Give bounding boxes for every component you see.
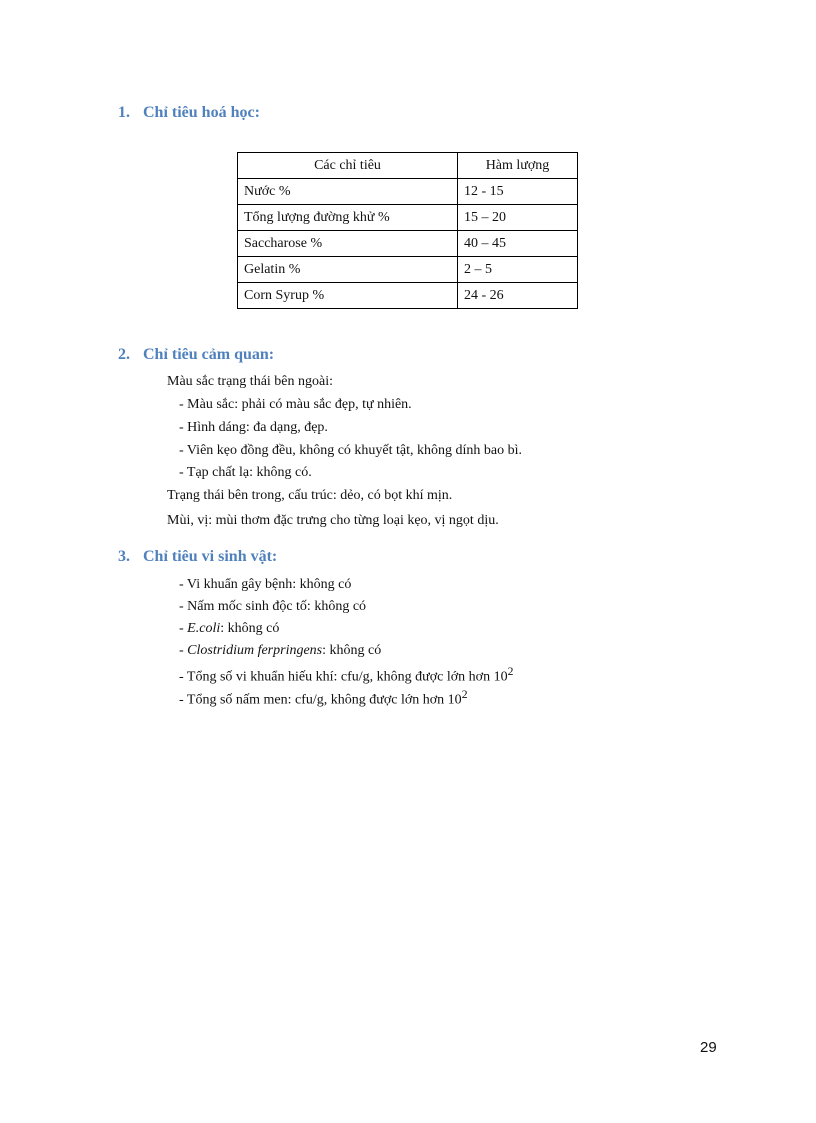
item-text: Tổng số nấm men: cfu/g, không được lớn hơn 10 [186,692,462,708]
table-cell: Nước % [238,179,458,205]
column-header: Hàm lượng [458,153,578,179]
list-item [179,577,351,593]
section-title: Chỉ tiêu hoá học: [143,104,260,121]
item-text: Vi khuẩn gây bệnh: không có [186,577,352,592]
exponent: 2 [461,688,468,701]
section-heading-2 [118,346,274,364]
item-text: Nấm mốc sinh độc tố: không có [187,599,367,614]
list-item: - Tạp chất lạ: không có. [179,465,312,480]
section-heading-1 [118,104,260,122]
list-item: - Hình dáng: đa dạng, đẹp. [179,420,328,435]
list-dash: - [179,599,188,614]
exponent: 2 [507,665,514,678]
list-item [179,665,513,686]
list-dash: - [179,692,187,708]
item-text: Tổng số vi khuẩn hiếu khí: cfu/g, không được lớn hơn 10 [186,669,508,685]
list-item: - Màu sắc: phải có màu sắc đẹp, tự nhiên. [179,397,412,412]
list-item [179,643,381,659]
external-appearance-label: Màu sắc trạng thái bên ngoài: [167,374,334,389]
list-dash: - [179,577,187,592]
table-cell: 15 – 20 [458,205,578,231]
section-heading-3 [118,548,277,566]
table-cell: 12 - 15 [458,179,578,205]
list-item: - Viên kẹo đồng đều, không có khuyết tật, không dính bao bì. [179,443,523,458]
list-item [179,688,468,709]
taste-text: Mùi, vị: mùi thơm đặc trưng cho từng loại kẹo, vị ngọt dịu. [167,513,499,528]
internal-state-text: Trạng thái bên trong, cấu trúc: dẻo, có bọt khí mịn. [167,488,453,503]
organism-name: E.coli [187,621,221,636]
section-number: 2. [118,346,130,363]
chemical-spec-table [237,152,578,309]
table-cell: Gelatin % [238,257,458,283]
table-row [238,179,578,205]
table-row [238,231,578,257]
table-cell: 40 – 45 [458,231,578,257]
item-text: : không có [322,643,382,658]
list-item [179,599,366,615]
table-row [238,205,578,231]
table-cell: Tổng lượng đường khử % [238,205,458,231]
list-dash: - [179,643,188,658]
table-row [238,257,578,283]
organism-name: Clostridium ferpringens [187,643,323,658]
list-item [179,621,279,637]
table-cell: Corn Syrup % [238,283,458,309]
section-number: 3. [118,548,130,565]
section-title: Chỉ tiêu cảm quan: [143,346,275,363]
table-header-row [238,153,578,179]
table-cell: 2 – 5 [458,257,578,283]
section-title: Chỉ tiêu vi sinh vật: [143,548,278,565]
table-cell: 24 - 26 [458,283,578,309]
table-row [238,283,578,309]
section-number: 1. [118,104,130,121]
table-cell: Saccharose % [238,231,458,257]
item-text: : không có [220,621,280,636]
page-number: 29 [700,1039,717,1056]
column-header: Các chỉ tiêu [238,153,458,179]
list-dash: - [179,669,187,685]
list-dash: - [179,621,188,636]
